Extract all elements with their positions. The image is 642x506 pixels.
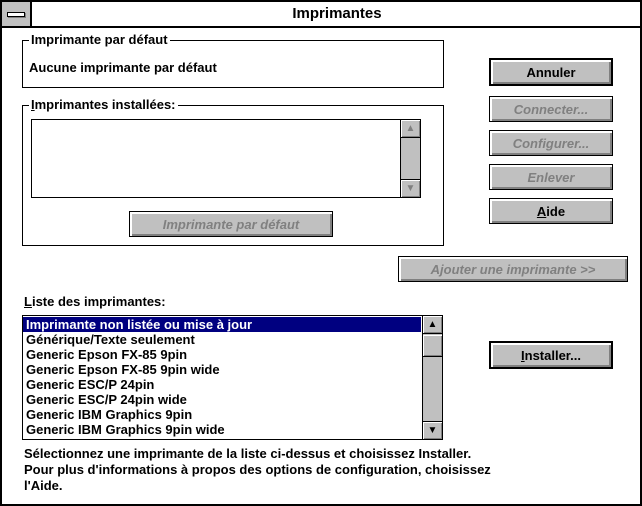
configure-button[interactable]: Configurer... bbox=[489, 130, 613, 156]
system-menu-icon[interactable] bbox=[2, 2, 32, 26]
add-printer-button[interactable]: Ajouter une imprimante >> bbox=[398, 256, 628, 282]
help-text-line-1: Sélectionnez une imprimante de la liste ci-dessus et choisissez Installer. bbox=[24, 446, 472, 461]
help-button[interactable]: A ide bbox=[489, 198, 613, 224]
installed-printers-list[interactable] bbox=[31, 119, 421, 198]
window-title: Imprimantes bbox=[34, 2, 640, 26]
scroll-down-icon[interactable]: ▼ bbox=[401, 179, 420, 197]
remove-button[interactable]: Enlever bbox=[489, 164, 613, 190]
scroll-thumb[interactable] bbox=[423, 335, 442, 357]
list-item[interactable]: Generic IBM Graphics 9pin wide bbox=[26, 422, 225, 437]
help-text-line-2: Pour plus d'informations à propos des options de configuration, choisissez bbox=[24, 462, 491, 477]
list-item[interactable]: Generic ESC/P 24pin bbox=[26, 377, 155, 392]
default-printer-value: Aucune imprimante par défaut bbox=[29, 60, 217, 75]
installed-printers-label: Imprimantes installées: bbox=[31, 97, 176, 112]
printer-list-items bbox=[23, 317, 421, 437]
list-item[interactable]: Generic ESC/P 24pin wide bbox=[26, 392, 187, 407]
installed-printers-group bbox=[22, 97, 444, 246]
install-button[interactable]: I nstaller... bbox=[489, 341, 613, 369]
list-item[interactable]: Imprimante non listée ou mise à jour bbox=[23, 317, 421, 332]
title-bar[interactable] bbox=[2, 2, 640, 28]
list-item[interactable]: Generic Epson FX-85 9pin wide bbox=[26, 362, 220, 377]
list-item[interactable]: Generic IBM Graphics 9pin bbox=[26, 407, 193, 422]
set-default-printer-button[interactable]: Imprimante par défaut bbox=[129, 211, 333, 237]
printer-list-label: Liste des imprimantes: bbox=[24, 294, 166, 309]
printer-list-scrollbar[interactable] bbox=[422, 316, 442, 439]
scroll-up-icon[interactable]: ▲ bbox=[401, 120, 420, 138]
scroll-up-icon[interactable]: ▲ bbox=[423, 316, 442, 334]
help-text-line-3: l'Aide. bbox=[24, 478, 63, 493]
installed-list-scrollbar[interactable] bbox=[400, 120, 420, 197]
list-item[interactable]: Générique/Texte seulement bbox=[26, 332, 195, 347]
connect-button[interactable]: Connecter... bbox=[489, 96, 613, 122]
cancel-button[interactable]: Annuler bbox=[489, 58, 613, 86]
printer-list[interactable] bbox=[22, 315, 443, 440]
scroll-down-icon[interactable]: ▼ bbox=[423, 421, 442, 439]
list-item[interactable]: Generic Epson FX-85 9pin bbox=[26, 347, 188, 362]
default-printer-group bbox=[22, 32, 444, 88]
default-printer-label: Imprimante par défaut bbox=[31, 32, 168, 47]
